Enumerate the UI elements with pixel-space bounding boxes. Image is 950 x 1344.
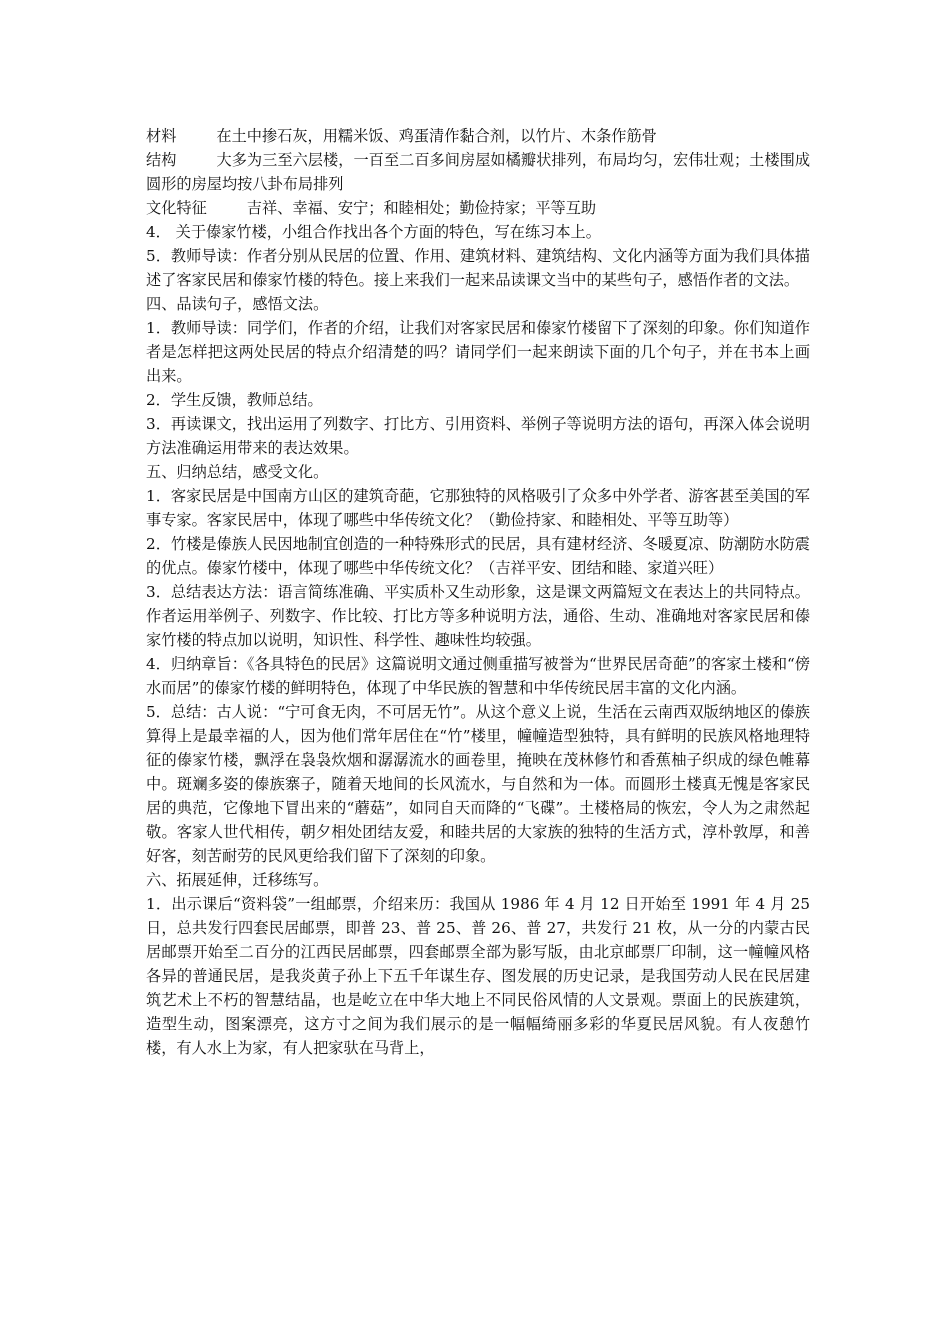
paragraph-extend-1: 1．出示课后“资料袋”一组邮票，介绍来历：我国从 1986 年 4 月 12 日开始至 1991 年 4 月 25 日，总共发行四套民居邮票，即普 23、普 25、普 26、普 27，共发行 21 枚，从一分的内蒙古民居邮票开始至二百分的江西民居邮票，四套邮票全部为影写版，由北京邮票厂印制，这一幢幢风格各异的普通民居，是我炎黄子孙上下五千年谋生存、图发展的历史记录，是我国劳动人民在民居建筑艺术上不朽的智慧结晶，也是屹立在中华大地上不同民俗风情的人文景观。票面上的民族建筑，造型生动，图案漂亮，这方寸之间为我们展示的是一幅幅绮丽多彩的华夏民居风貌。有人夜憩竹楼，有人水上为家，有人把家驮在马背上， bbox=[146, 895, 810, 1057]
row-label: 材料 bbox=[146, 127, 177, 145]
section-heading-5: 五、归纳总结，感受文化。 bbox=[146, 463, 329, 481]
paragraph-summary-3: 3．总结表达方法：语言简练准确、平实质朴又生动形象，这是课文两篇短文在表达上的共同特点。作者运用举例子、列数字、作比较、打比方等多种说明方法，通俗、生动、准确地对客家民居和傣家竹楼的特点加以说明，知识性、科学性、趣味性均较强。 bbox=[146, 583, 810, 649]
paragraph-read-1: 1．教师导读：同学们，作者的介绍，让我们对客家民居和傣家竹楼留下了深刻的印象。你们知道作者是怎样把这两处民居的特点介绍清楚的吗？请同学们一起来朗读下面的几个句子，并在书本上画出来。 bbox=[146, 319, 810, 385]
paragraph-read-3: 3．再读课文，找出运用了列数字、打比方、引用资料、举例子等说明方法的语句，再深入体会说明方法准确运用带来的表达效果。 bbox=[146, 415, 810, 457]
document-page bbox=[146, 124, 810, 1060]
section-heading-6: 六、拓展延伸，迁移练写。 bbox=[146, 871, 329, 889]
table-row-culture bbox=[146, 196, 810, 220]
row-label: 文化特征 bbox=[146, 199, 207, 217]
paragraph-summary-2: 2．竹楼是傣族人民因地制宜创造的一种特殊形式的民居，具有建材经济、冬暖夏凉、防潮防水防震的优点。傣家竹楼中，体现了哪些中华传统文化？（吉祥平安、团结和睦、家道兴旺） bbox=[146, 535, 810, 577]
paragraph-summary-4: 4．归纳章旨：《各具特色的民居》这篇说明文通过侧重描写被誉为“世界民居奇葩”的客家土楼和“傍水而居”的傣家竹楼的鲜明特色，体现了中华民族的智慧和中华传统民居丰富的文化内涵。 bbox=[146, 655, 810, 697]
section-heading-4: 四、品读句子，感悟文法。 bbox=[146, 295, 329, 313]
row-text: 大多为三至六层楼，一百至二百多间房屋如橘瓣状排列，布局均匀，宏伟壮观；土楼围成圆形的房屋均按八卦布局排列 bbox=[146, 151, 811, 193]
row-text: 吉祥、幸福、安宁；和睦相处；勤俭持家；平等互助 bbox=[246, 199, 597, 217]
paragraph-step-5-guide: 5．教师导读：作者分别从民居的位置、作用、建筑材料、建筑结构、文化内涵等方面为我们具体描述了客家民居和傣家竹楼的特色。接上来我们一起来品读课文当中的某些句子，感悟作者的文法。 bbox=[146, 247, 810, 289]
paragraph-step-4: 4． 关于傣家竹楼，小组合作找出各个方面的特色，写在练习本上。 bbox=[146, 223, 601, 241]
row-text: 在土中掺石灰，用糯米饭、鸡蛋清作黏合剂，以竹片、木条作筋骨 bbox=[216, 127, 657, 145]
table-row-material bbox=[146, 124, 810, 148]
row-label: 结构 bbox=[146, 151, 177, 169]
paragraph-summary-1: 1．客家民居是中国南方山区的建筑奇葩，它那独特的风格吸引了众多中外学者、游客甚至美国的军事专家。客家民居中，体现了哪些中华传统文化？（勤俭持家、和睦相处、平等互助等） bbox=[146, 487, 810, 529]
paragraph-read-2: 2．学生反馈，教师总结。 bbox=[146, 391, 323, 409]
paragraph-summary-5: 5．总结：古人说：“宁可食无肉，不可居无竹”。从这个意义上说，生活在云南西双版纳地区的傣族算得上是最幸福的人，因为他们常年居住在“竹”楼里，幢幢造型独特，具有鲜明的民族风格地理特征的傣家竹楼，飘浮在袅袅炊烟和潺潺流水的画卷里，掩映在茂林修竹和香蕉柚子织成的绿色帷幕中。斑斓多姿的傣族寨子，随着天地间的长风流水，与自然和为一体。而圆形土楼真无愧是客家民居的典范，它像地下冒出来的“蘑菇”，如同自天而降的“飞碟”。土楼格局的恢宏，令人为之肃然起敬。客家人世代相传，朝夕相处团结友爱，和睦共居的大家族的独特的生活方式，淳朴敦厚，和善好客，刻苦耐劳的民风更给我们留下了深刻的印象。 bbox=[146, 703, 810, 865]
table-row-structure bbox=[146, 148, 810, 196]
